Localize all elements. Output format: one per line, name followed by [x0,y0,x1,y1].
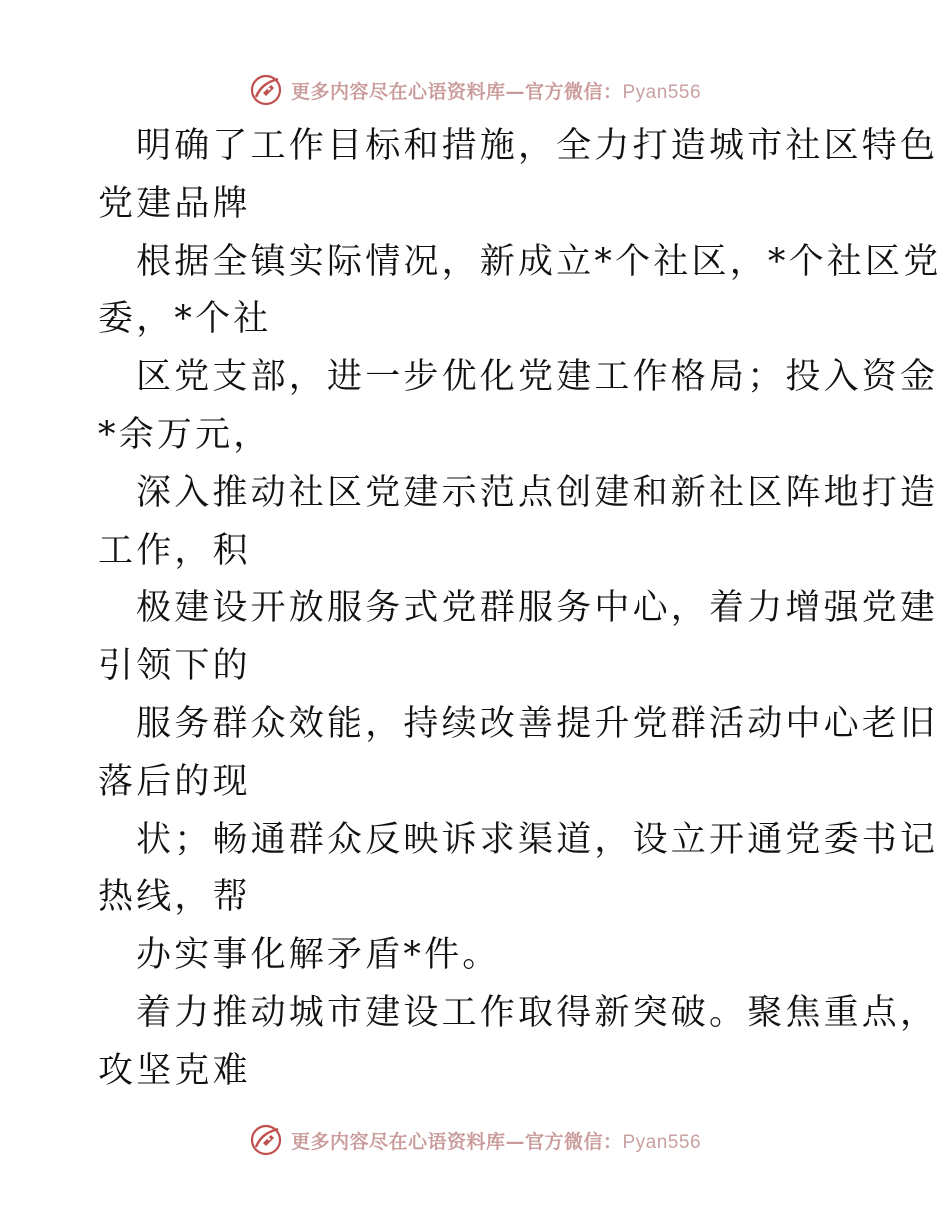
pen-nib-logo-icon [249,73,283,107]
text-line: 极建设开放服务式党群服务中心，着力增强党建 [136,588,939,629]
text-line: 落后的现 [98,761,251,802]
text-line: 根据全镇实际情况，新成立*个社区，*个社区党 [136,241,942,282]
pen-nib-logo-icon [249,1123,283,1157]
text-line: 服务群众效能，持续改善提升党群活动中心老旧 [136,703,939,744]
text-line: 着力推动城市建设工作取得新突破。聚焦重点， [136,992,939,1033]
text-line: 委，*个社 [98,299,272,340]
text-line: 区党支部，进一步优化党建工作格局；投入资金 [136,357,939,398]
text-line: *余万元， [98,414,272,455]
footer-watermark [0,1120,950,1160]
text-line: 状；畅通群众反映诉求渠道，设立开通党委书记 [136,819,939,860]
text-line: 办实事化解矛盾*件。 [136,935,501,976]
watermark-text [291,77,701,104]
text-line: 引领下的 [98,646,251,687]
watermark-wechat-id: Pyan556 [622,1131,702,1153]
text-line: 攻坚克难 [98,1050,251,1091]
watermark-wechat-id: Pyan556 [622,81,702,103]
header-watermark [0,70,950,110]
watermark-text [291,1127,701,1154]
document-body [98,118,942,1101]
watermark-main-text: 更多内容尽在心语资料库—官方微信： [290,1130,623,1153]
text-line: 深入推动社区党建示范点创建和新社区阵地打造 [136,472,939,513]
text-line: 党建品牌 [98,183,251,224]
watermark-main-text: 更多内容尽在心语资料库—官方微信： [290,80,623,103]
text-line: 工作，积 [98,530,251,571]
text-line: 明确了工作目标和措施，全力打造城市社区特色 [136,126,939,166]
text-line: 热线，帮 [98,877,251,918]
